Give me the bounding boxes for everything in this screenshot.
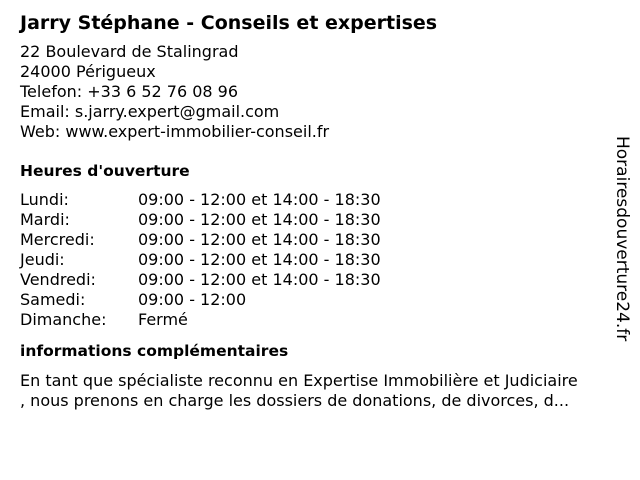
hours-heading: Heures d'ouverture (20, 162, 190, 180)
day-label: Dimanche: (20, 310, 107, 329)
day-label: Vendredi: (20, 270, 96, 289)
info-heading: informations complémentaires (20, 342, 289, 360)
day-label: Lundi: (20, 190, 69, 209)
time-value: 09:00 - 12:00 et 14:00 - 18:30 (138, 270, 381, 289)
business-card (20, 10, 620, 411)
time-value: 09:00 - 12:00 et 14:00 - 18:30 (138, 190, 381, 209)
time-value: 09:00 - 12:00 et 14:00 - 18:30 (138, 250, 381, 269)
hours-row-mardi (20, 210, 620, 230)
site-watermark: Horairesdouverture24.fr (612, 136, 632, 342)
time-value: Fermé (138, 310, 188, 329)
hours-row-dimanche (20, 310, 620, 330)
hours-row-mercredi (20, 230, 620, 250)
hours-row-jeudi (20, 250, 620, 270)
contact-block (20, 42, 620, 142)
hours-row-lundi (20, 190, 620, 210)
day-label: Samedi: (20, 290, 86, 309)
day-label: Mardi: (20, 210, 70, 229)
time-value: 09:00 - 12:00 (138, 290, 247, 309)
hours-row-samedi (20, 290, 620, 310)
time-value: 09:00 - 12:00 et 14:00 - 18:30 (138, 230, 381, 249)
day-label: Jeudi: (20, 250, 65, 269)
hours-row-vendredi (20, 270, 620, 290)
email-line: Email: s.jarry.expert@gmail.com (20, 102, 280, 121)
business-title: Jarry Stéphane - Conseils et expertises (20, 12, 438, 34)
info-line: En tant que spécialiste reconnu en Expertise Immobilière et Judiciaire (20, 371, 578, 390)
info-description (20, 371, 630, 411)
time-value: 09:00 - 12:00 et 14:00 - 18:30 (138, 210, 381, 229)
info-line: , nous prenons en charge les dossiers de donations, de divorces, d... (20, 391, 570, 410)
phone-line: Telefon: +33 6 52 76 08 96 (20, 82, 239, 101)
web-line: Web: www.expert-immobilier-conseil.fr (20, 122, 330, 141)
day-label: Mercredi: (20, 230, 95, 249)
address-street: 22 Boulevard de Stalingrad (20, 42, 239, 61)
address-city: 24000 Périgueux (20, 62, 156, 81)
hours-table (20, 190, 620, 330)
